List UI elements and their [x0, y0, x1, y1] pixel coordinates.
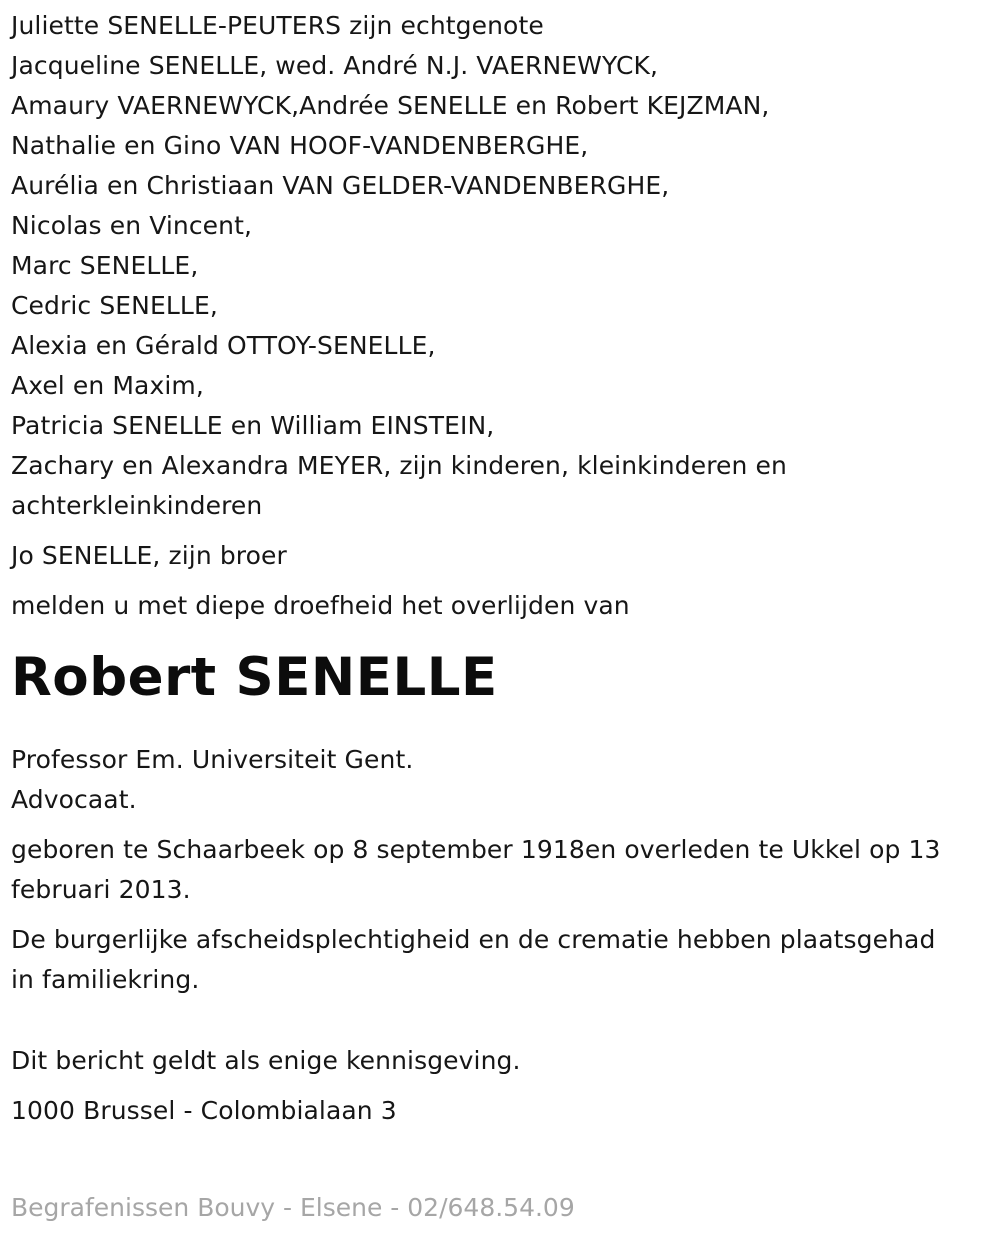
family-line: Juliette SENELLE-PEUTERS zijn echtgenote [11, 11, 544, 40]
deceased-titles [11, 740, 1000, 820]
family-line: Patricia SENELLE en William EINSTEIN, [11, 411, 495, 440]
notice-line: Dit bericht geldt als enige kennisgeving. [11, 1046, 521, 1075]
address-line: 1000 Brussel - Colombialaan 3 [11, 1096, 397, 1125]
announcement-line: melden u met diepe droefheid het overlijden van [11, 591, 630, 620]
family-line: Nathalie en Gino VAN HOOF-VANDENBERGHE, [11, 131, 589, 160]
family-line: Cedric SENELLE, [11, 291, 218, 320]
family-line: Aurélia en Christiaan VAN GELDER-VANDENBERGHE, [11, 171, 670, 200]
title-line: Advocaat. [11, 785, 137, 814]
family-line: Marc SENELLE, [11, 251, 199, 280]
family-line: Alexia en Gérald OTTOY-SENELLE, [11, 331, 436, 360]
brother-line: Jo SENELLE, zijn broer [11, 541, 287, 570]
funeral-home-footer: Begrafenissen Bouvy - Elsene - 02/648.54.09 [11, 1193, 575, 1222]
title-line: Professor Em. Universiteit Gent. [11, 745, 414, 774]
ceremony-info: De burgerlijke afscheidsplechtigheid en de crematie hebben plaatsgehad in familiekring. [11, 925, 936, 994]
birth-death-info: geboren te Schaarbeek op 8 september 1918en overleden te Ukkel op 13 februari 2013. [11, 835, 941, 904]
family-line: Zachary en Alexandra MEYER, zijn kinderen, kleinkinderen en [11, 451, 787, 480]
family-line: Jacqueline SENELLE, wed. André N.J. VAERNEWYCK, [11, 51, 659, 80]
family-line: achterkleinkinderen [11, 491, 263, 520]
deceased-name: Robert SENELLE [11, 647, 498, 708]
family-line: Amaury VAERNEWYCK,Andrée SENELLE en Robert KEJZMAN, [11, 91, 770, 120]
family-line: Nicolas en Vincent, [11, 211, 253, 240]
family-list [11, 6, 1000, 526]
family-line: Axel en Maxim, [11, 371, 204, 400]
